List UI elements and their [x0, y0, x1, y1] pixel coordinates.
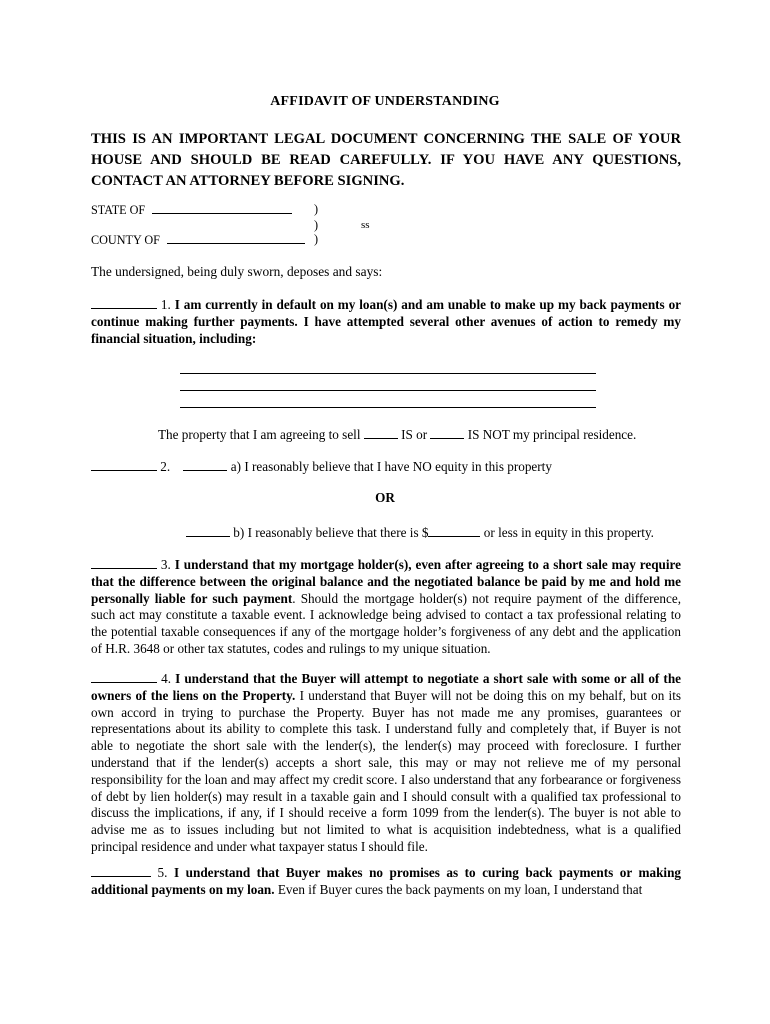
- county-label: COUNTY OF: [91, 233, 160, 247]
- paragraph-5: [91, 864, 681, 899]
- county-line: [91, 232, 305, 248]
- paragraph-2-number: 2.: [160, 459, 171, 474]
- equity-amount-blank[interactable]: [428, 524, 480, 537]
- paragraph-4: [91, 670, 681, 856]
- paragraph-3-bold: I understand that my mortgage holder(s), even after agreeing to a short sale may require that the difference between the original balance and the negotiated balance be paid by me and hold me personally liable for such payment: [91, 557, 681, 606]
- initials-blank-2[interactable]: [91, 458, 157, 471]
- option-b-line: [186, 524, 654, 541]
- option-b-blank[interactable]: [186, 524, 230, 537]
- paragraph-2: [91, 458, 552, 475]
- paragraph-5-text: Even if Buyer cures the back payments on my loan, I understand that: [274, 881, 643, 897]
- initials-blank-1[interactable]: [91, 296, 157, 309]
- is-option: IS or: [401, 427, 428, 442]
- paragraph-4-bold: I understand that the Buyer will attempt to negotiate a short sale with some or all of the owners of the liens on the Property.: [91, 671, 682, 703]
- ss-mark: ss: [361, 219, 370, 231]
- paren-2: ): [314, 218, 319, 232]
- paren-3: ): [314, 232, 319, 246]
- paragraph-3-text: . Should the mortgage holder(s) not require payment of the difference, such act may constitute a taxable event. I acknowledge being advised to contact a tax professional relating to the potential taxable consequences if any of the mortgage holder’s forgiveness of any debt and the application of H.R. 3648 or other tax statutes, codes and rulings to my unique situation.: [91, 590, 681, 656]
- state-blank[interactable]: [152, 202, 292, 214]
- deposes-statement: The undersigned, being duly sworn, deposes and says:: [91, 264, 383, 279]
- state-line: [91, 202, 292, 218]
- answer-line-1[interactable]: [180, 373, 596, 374]
- is-blank[interactable]: [364, 426, 398, 439]
- paragraph-4-text: I understand that Buyer will not be doing this on my behalf, but on its own accord in trying to purchase the Property. Buyer has not made me any promises, guarantees or representations about its ability to complete this task. I understand fully and completely that, if Buyer is not able to negotiate the short sale with the lender(s), the lender(s) may proceed with foreclosure. I further understand that if the lender(s) accepts a short sale, this may or may not relieve me of my personal responsibility for the loan and may affect my credit score. I also understand that any forbearance or forgiveness of debt by lien holder(s) may result in a taxable gain and I should consult with a qualified tax professional to discuss the implications, if any, if I should receive a form 1099 from the lender(s). The buyer is not able to advise me as to issues including but not limited to what is acquisition indebtedness, what is a qualified principal residence and under what taxpayer status I should file.: [91, 687, 682, 854]
- option-b-text: b) I reasonably believe that there is $: [233, 525, 429, 540]
- initials-blank-4[interactable]: [91, 670, 157, 683]
- initials-blank-3[interactable]: [91, 556, 157, 569]
- or-divider: OR: [375, 490, 395, 505]
- document-title: AFFIDAVIT OF UNDERSTANDING: [270, 94, 500, 109]
- is-not-option: IS NOT my principal residence.: [467, 427, 637, 442]
- paragraph-5-bold: I understand that Buyer makes no promises as to curing back payments or making additional payments on my loan.: [91, 865, 682, 897]
- answer-line-2[interactable]: [180, 390, 596, 391]
- residence-line: [158, 426, 636, 443]
- legal-warning: THIS IS AN IMPORTANT LEGAL DOCUMENT CONCERNING THE SALE OF YOUR HOUSE AND SHOULD BE READ CAREFULLY. IF YOU HAVE ANY QUESTIONS, CONTACT AN ATTORNEY BEFORE SIGNING.: [91, 131, 681, 189]
- state-label: STATE OF: [91, 203, 146, 217]
- initials-blank-5[interactable]: [91, 864, 151, 877]
- paragraph-3: [91, 556, 681, 658]
- option-b-text-end: or less in equity in this property.: [483, 525, 654, 540]
- paragraph-3-number: 3.: [160, 557, 171, 572]
- paragraph-1-number: 1.: [160, 297, 171, 312]
- county-blank[interactable]: [167, 232, 305, 244]
- paragraph-4-number: 4.: [161, 671, 171, 686]
- paragraph-1-bold: I am currently in default on my loan(s) and am unable to make up my back payments or continue making further payments. I have attempted several other avenues of action to remedy my financial situation, including:: [91, 297, 682, 346]
- paragraph-1: [91, 296, 681, 347]
- option-a-text: a) I reasonably believe that I have NO equity in this property: [230, 459, 552, 474]
- option-a-blank[interactable]: [183, 458, 227, 471]
- is-not-blank[interactable]: [430, 426, 464, 439]
- paren-1: ): [314, 202, 319, 216]
- paragraph-5-number: 5.: [157, 865, 168, 880]
- residence-text: The property that I am agreeing to sell: [158, 427, 361, 442]
- answer-line-3[interactable]: [180, 407, 596, 408]
